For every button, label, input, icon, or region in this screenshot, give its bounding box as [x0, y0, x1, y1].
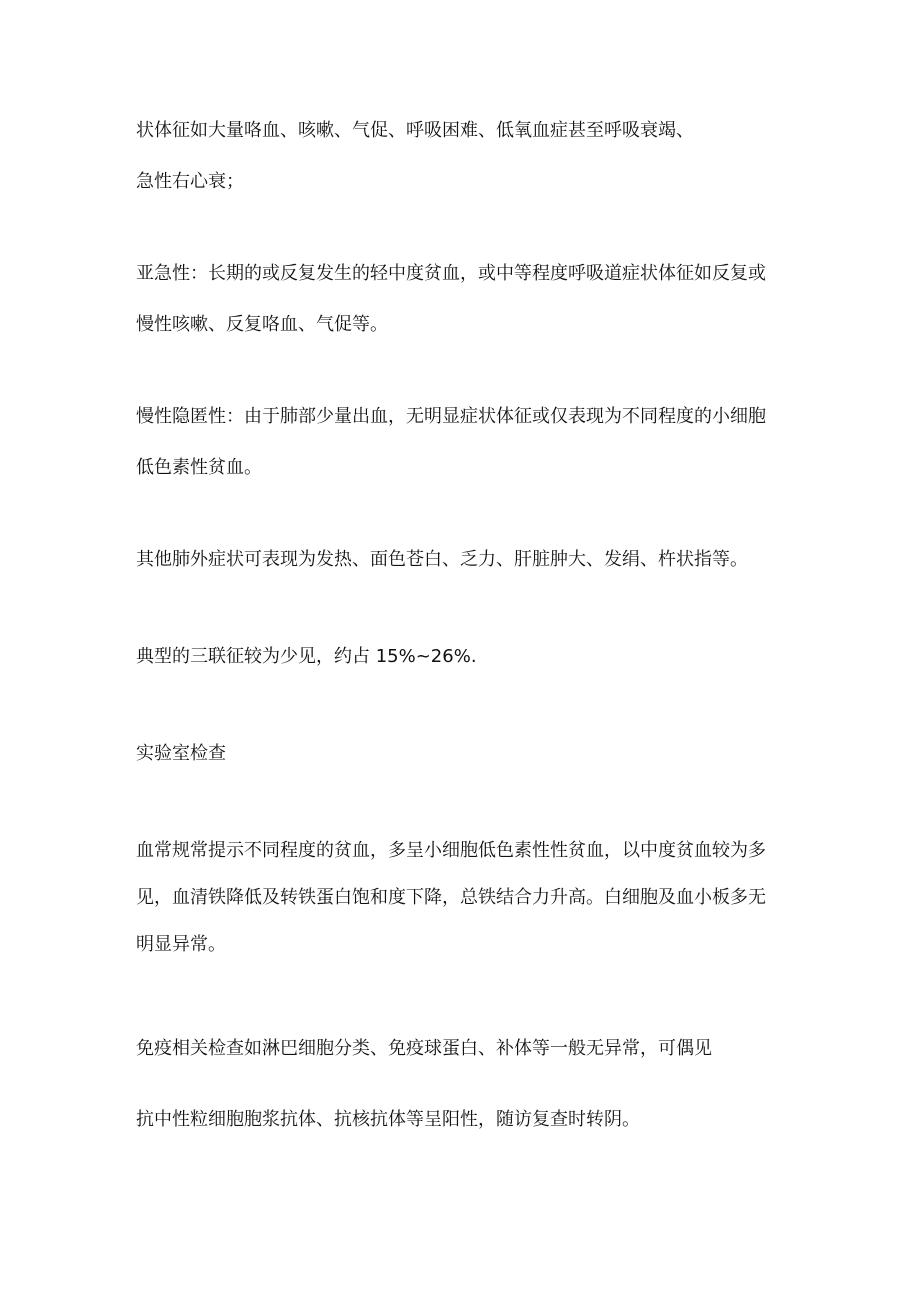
text-line: 免疫相关检查如淋巴细胞分类、免疫球蛋白、补体等一般无异常，可偶见 [136, 1038, 712, 1059]
text-line: 状体征如大量咯血、咳嗽、气促、呼吸困难、低氧血症甚至呼吸衰竭、 [136, 120, 694, 141]
text-line: 典型的三联征较为少见，约占 15%~26%. [136, 646, 477, 667]
text-line: 亚急性：长期的或反复发生的轻中度贫血，或中等程度呼吸道症状体征如反复或 [136, 263, 766, 284]
text-line: 低色素性贫血。 [136, 457, 262, 478]
text-line: 其他肺外症状可表现为发热、面色苍白、乏力、肝脏肿大、发绢、杵状指等。 [136, 549, 748, 570]
text-line: 慢性咳嗽、反复咯血、气促等。 [136, 314, 388, 335]
text-line: 慢性隐匿性：由于肺部少量出血，无明显症状体征或仅表现为不同程度的小细胞 [136, 406, 766, 427]
text-line: 急性右心衰； [136, 171, 244, 192]
text-line: 见，血清铁降低及转铁蛋白饱和度下降，总铁结合力升高。白细胞及血小板多无 [136, 887, 766, 908]
text-line: 抗中性粒细胞胞浆抗体、抗核抗体等呈阳性，随访复查时转阴。 [136, 1109, 640, 1130]
text-line: 血常规常提示不同程度的贫血，多呈小细胞低色素性性贫血，以中度贫血较为多 [136, 840, 766, 861]
text-line: 明显异常。 [136, 934, 226, 955]
section-heading: 实验室检查 [136, 743, 226, 764]
